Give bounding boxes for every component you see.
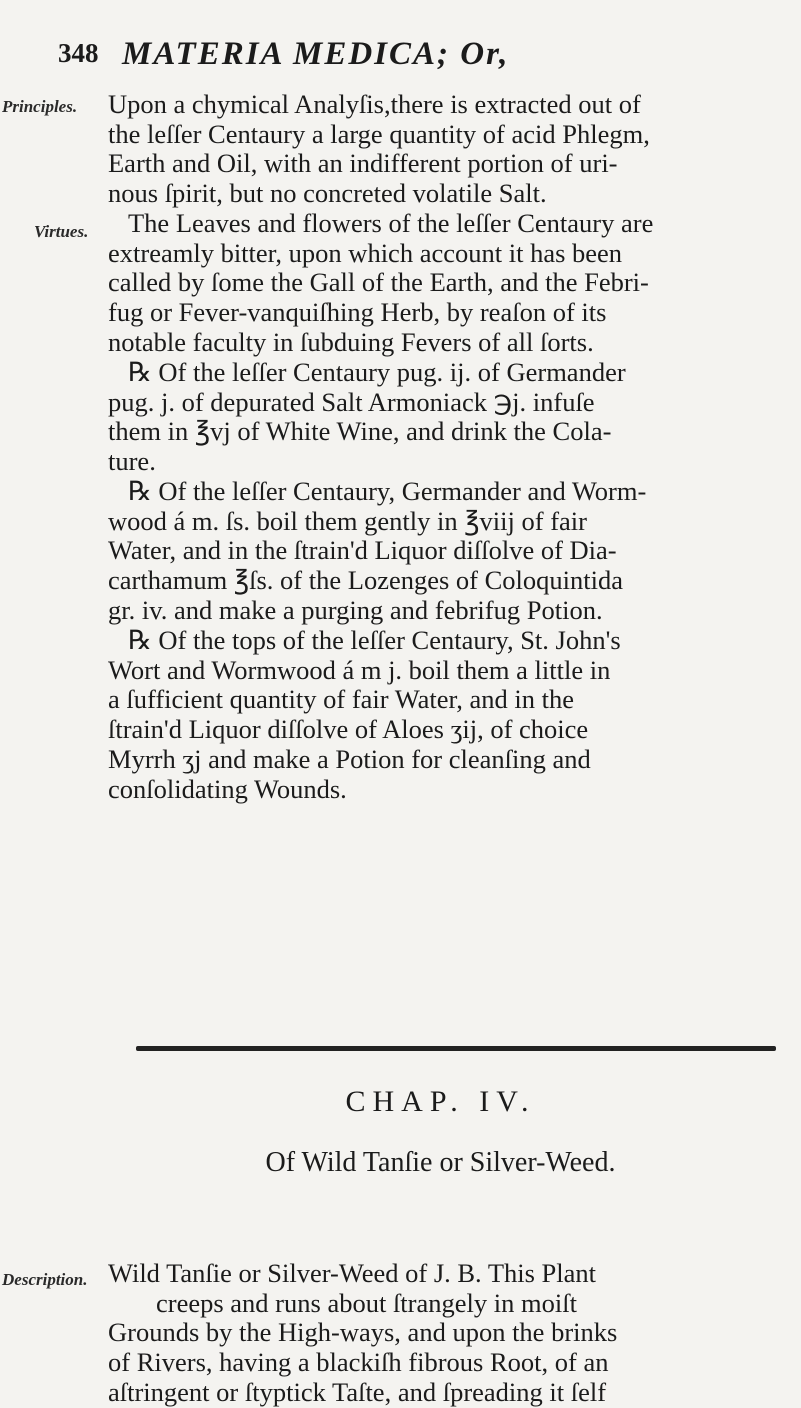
text-line: creeps and runs about ſtrangely in moiſt xyxy=(156,1287,577,1318)
text-line: aſtringent or ſtyptick Taſte, and ſpreading it ſelf xyxy=(108,1376,607,1407)
text-line: carthamum ℥ſs. of the Lozenges of Coloquintida xyxy=(108,565,624,596)
text-line: the leſſer Centaury a large quantity of acid Phlegm, xyxy=(108,118,650,149)
chapter-heading: CHAP. IV. xyxy=(345,1085,536,1118)
chapter-title: Of Wild Tanſie or Silver-Weed. xyxy=(265,1147,616,1178)
text-line: nous ſpirit, but no concreted volatile Salt. xyxy=(108,178,547,209)
section-divider xyxy=(136,1046,776,1051)
recipe-one xyxy=(108,358,778,477)
text-line: Wild Tanſie or Silver-Weed of J. B. This Plant xyxy=(108,1258,597,1288)
text-line: Wort and Wormwood á m j. boil them a little in xyxy=(108,654,611,685)
text-line: ℞ Of the tops of the leſſer Centaury, St. John's xyxy=(128,625,621,655)
margin-note-virtues: Virtues. xyxy=(34,222,89,241)
text-line: Water, and in the ſtrain'd Liquor diſſolve of Dia- xyxy=(108,535,617,566)
running-title: MATERIA MEDICA; Or, xyxy=(122,36,510,72)
text-line: pug. j. of depurated Salt Armoniack ℈j. infuſe xyxy=(108,386,595,417)
margin-note-principles: Principles. xyxy=(2,97,78,116)
text-line: extreamly bitter, upon which account it has been xyxy=(108,237,623,268)
text-line: Myrrh ʒj and make a Potion for cleanſing and xyxy=(108,743,591,774)
text-line: a ſufficient quantity of fair Water, and in the xyxy=(108,684,575,715)
text-line: Earth and Oil, with an indifferent portion of uri- xyxy=(108,148,618,179)
margin-note-description: Description. xyxy=(2,1270,88,1289)
text-line: wood á m. ſs. boil them gently in ℥viij of fair xyxy=(108,505,587,536)
text-line: ture. xyxy=(108,446,156,477)
text-line: The Leaves and flowers of the leſſer Centaury are xyxy=(128,208,654,238)
paragraph-virtues xyxy=(108,209,778,358)
paragraph-description xyxy=(108,1259,778,1408)
text-line: gr. iv. and make a purging and febrifug Potion. xyxy=(108,594,603,625)
text-line: notable faculty in ſubduing Fevers of all ſorts. xyxy=(108,326,594,357)
page-header xyxy=(30,36,770,86)
recipe-two xyxy=(108,477,778,626)
recipe-three xyxy=(108,626,778,804)
paragraph-principles xyxy=(108,90,778,209)
text-line: called by ſome the Gall of the Earth, and the Febri- xyxy=(108,267,649,298)
text-line: ℞ Of the leſſer Centaury pug. ij. of Germander xyxy=(128,357,626,387)
text-line: Upon a chymical Analyſis,there is extracted out of xyxy=(108,89,641,119)
text-line: of Rivers, having a blackiſh fibrous Root, of an xyxy=(108,1347,609,1378)
text-line: ſtrain'd Liquor diſſolve of Aloes ʒij, of choice xyxy=(108,714,589,745)
text-line: ℞ Of the leſſer Centaury, Germander and Worm- xyxy=(128,476,647,506)
text-line: fug or Fever-vanquiſhing Herb, by reaſon of its xyxy=(108,297,607,328)
text-line: conſolidating Wounds. xyxy=(108,773,347,804)
text-line: Grounds by the High-ways, and upon the brinks xyxy=(108,1317,618,1348)
page-number: 348 xyxy=(58,38,99,68)
text-line: them in ℥vj of White Wine, and drink the Cola- xyxy=(108,416,612,447)
